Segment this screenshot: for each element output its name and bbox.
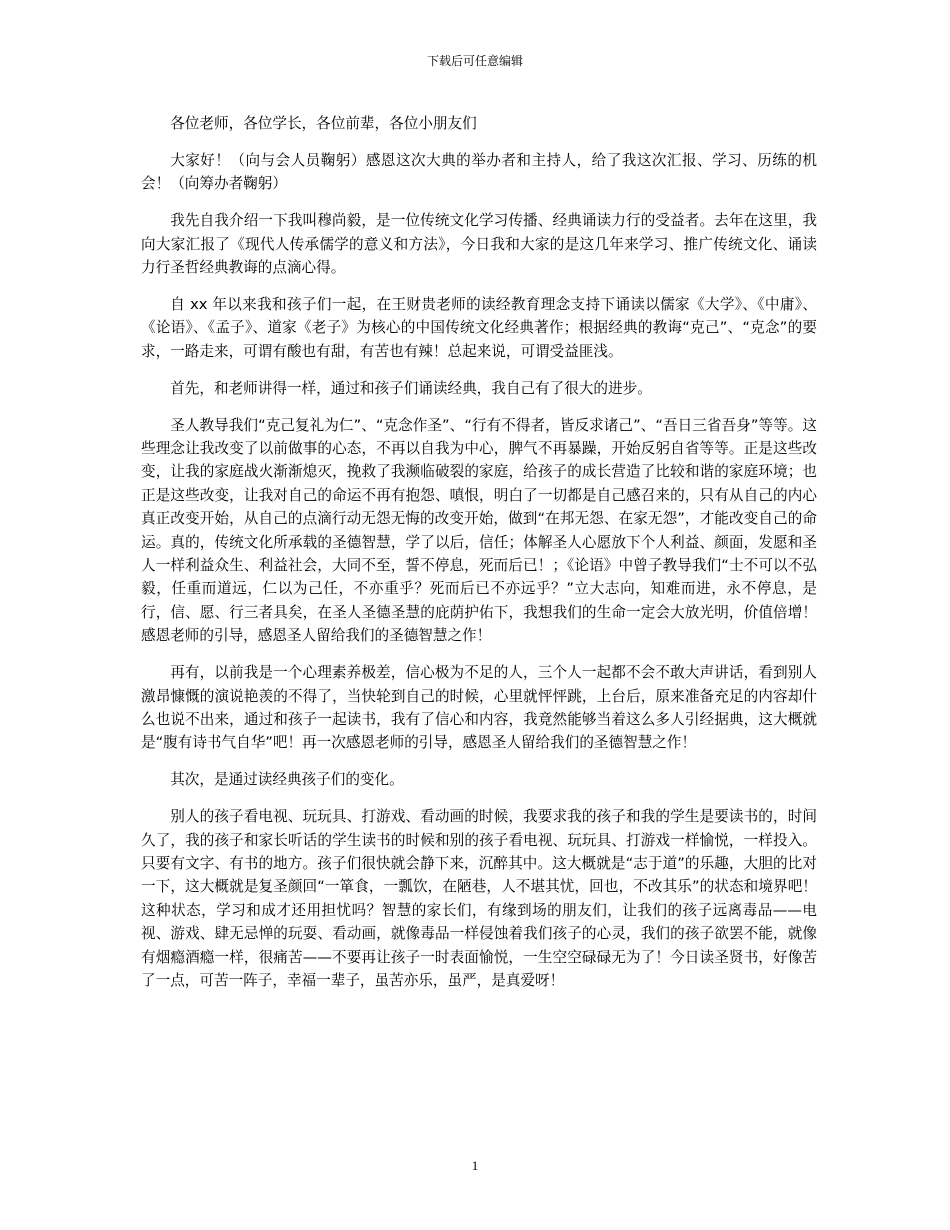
first-point-paragraph: 首先，和老师讲得一样，通过和孩子们诵读经典，我自己有了很大的进步。 — [170, 379, 652, 397]
children-change-paragraph: 别人的孩子看电视、玩玩具、打游戏、看动画的时候，我要求我的孩子和我的学生是要读书的，时间久了，我的孩子和家长听话的学生读书的时候和别的孩子看电视、玩玩具、打游戏一样愉悦，一样投入。只要有文字、有书的地方。孩子们很快就会静下来，沉醉其中。这大概就是“志于道”的乐趣，大胆的比对一下，这大概就是复圣颜回“一箪食，一瓢饮，在陋巷，人不堪其忧，回也，不改其乐”的状态和境界吧！这种状态，学习和成才还用担忧吗？智慧的家长们，有缘到场的朋友们，让我们的孩子远离毒品——电视、游戏、肆无忌惮的玩耍、看动画，就像毒品一样侵蚀着我们孩子的心灵，我们的孩子欲罢不能，就像有烟瘾酒瘾一样，很痛苦——不要再让孩子一时表面愉悦，一生空空碌碌无为了！今日读圣贤书，好像苦了一点，可苦一阵子，幸福一辈子，虽苦亦乐，虽严，是真爱呀！ — [141, 808, 817, 989]
salutation-paragraph: 各位老师，各位学长，各位前辈，各位小朋友们 — [170, 115, 477, 132]
page-number: 1 — [471, 1158, 479, 1173]
confidence-paragraph: 再有，以前我是一个心理素养极差，信心极为不足的人，三个人一起都不会不敢大声讲话，看到别人激昂慷慨的演说艳羡的不得了，当快轮到自己的时候，心里就怦怦跳，上台后，原来准备充足的内容却什么也说不出来，通过和孩子一起读书，我有了信心和内容，我竟然能够当着这么多人引经据典，这大概就是“腹有诗书气自华”吧！再一次感恩老师的引导，感恩圣人留给我们的圣德智慧之作！ — [141, 664, 817, 752]
background-paragraph: 自 xx 年以来我和孩子们一起，在王财贵老师的读经教育理念支持下诵读以儒家《大学》、《中庸》、《论语》、《孟子》、道家《老子》为核心的中国传统文化经典著作；根据经典的教诲“克己”、“克念”的要求，一路走来，可谓有酸也有甜，有苦也有辣！总起来说，可谓受益匪浅。 — [141, 295, 817, 360]
document-body — [141, 112, 817, 1006]
self-introduction-paragraph: 我先自我介绍一下我叫穆尚毅，是一位传统文化学习传播、经典诵读力行的受益者。去年在这里，我向大家汇报了《现代人传承儒学的意义和方法》，今日我和大家的是这几年来学习、推广传统文化、诵读力行圣哲经典教诲的点滴心得。 — [141, 212, 817, 277]
page-header: 下载后可任意编辑 — [426, 54, 523, 68]
greeting-paragraph: 大家好！（向与会人员鞠躬）感恩这次大典的举办者和主持人，给了我这次汇报、学习、历练的机会！（向筹办者鞠躬） — [141, 151, 817, 193]
teachings-paragraph: 圣人教导我们“克己复礼为仁”、“克念作圣”、“行有不得者，皆反求诸己”、“吾日三省吾身”等等。这些理念让我改变了以前做事的心态，不再以自我为中心，脾气不再暴躁，开始反躬自省等等。正是这些改变，让我的家庭战火渐渐熄灭，挽救了我濒临破裂的家庭，给孩子的成长营造了比较和谐的家庭环境；也正是这些改变，让我对自己的命运不再有抱怨、嗔恨，明白了一切都是自己感召来的，只有从自己的内心真正改变开始，从自己的点滴行动无怨无悔的改变开始，做到“在邦无怨、在家无怨”，才能改变自己的命运。真的，传统文化所承载的圣德智慧，学了以后，信任；体解圣人心愿放下个人利益、颜面，发愿和圣人一样利益众生、利益社会，大同不至，誓不停息，死而后已！；《论语》中曾子教导我们“士不可以不弘毅，任重而道远，仁以为己任，不亦重乎？死而后已不亦远乎？”立大志向，知难而进，永不停息，是行，信、愿、行三者具矣，在圣人圣德圣慧的庇荫护佑下，我想我们的生命一定会大放光明，价值倍增！感恩老师的引导，感恩圣人留给我们的圣德智慧之作！ — [141, 416, 817, 645]
second-point-paragraph: 其次，是通过读经典孩子们的变化。 — [170, 771, 404, 789]
